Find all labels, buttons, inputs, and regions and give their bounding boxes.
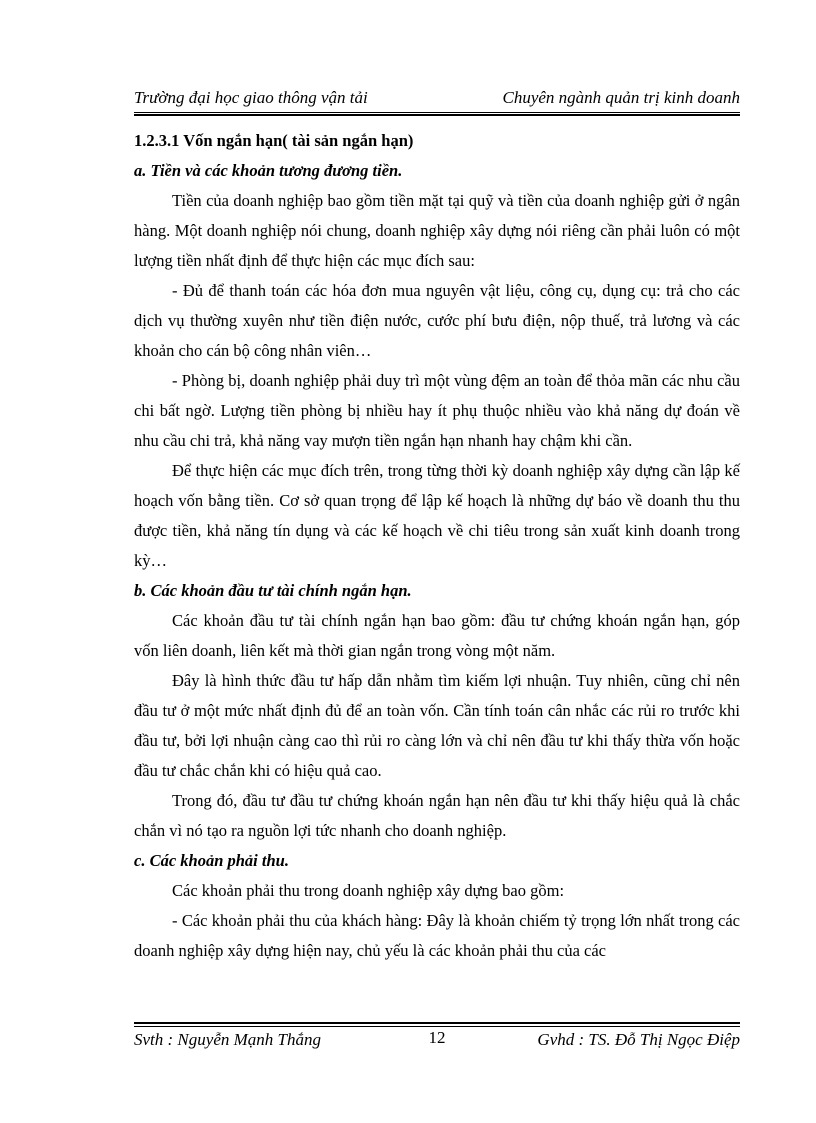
header-university: Trường đại học giao thông vận tải bbox=[134, 88, 368, 107]
heading-a: a. Tiền và các khoản tương đương tiền. bbox=[134, 161, 403, 180]
paragraph: Trong đó, đầu tư đầu tư chứng khoán ngắn hạn nên đầu tư khi thấy hiệu quả là chắc chắn vì nó tạo ra nguồn lợi tức nhanh cho doanh nghiệp. bbox=[134, 791, 740, 840]
section-title: 1.2.3.1 Vốn ngắn hạn( tài sản ngắn hạn) bbox=[134, 131, 414, 150]
paragraph: - Phòng bị, doanh nghiệp phải duy trì một vùng đệm an toàn để thỏa mãn các nhu cầu chi bất ngờ. Lượng tiền phòng bị nhiều hay ít phụ thuộc nhiều vào khả năng dự đoán về nhu cầu chi trả, khả năng vay mượn tiền ngắn hạn nhanh hay chậm khi cần. bbox=[134, 371, 740, 450]
footer-supervisor: Gvhd : TS. Đỗ Thị Ngọc Điệp bbox=[537, 1030, 740, 1049]
header-major: Chuyên ngành quản trị kinh doanh bbox=[502, 88, 740, 107]
paragraph: Để thực hiện các mục đích trên, trong từng thời kỳ doanh nghiệp xây dựng cần lập kế hoạch vốn bằng tiền. Cơ sở quan trọng để lập kế hoạch là những dự báo về doanh thu thu được tiền, khả năng tín dụng và các kế hoạch về chi tiêu trong sản xuất kinh doanh trong kỳ… bbox=[134, 461, 740, 570]
paragraph: - Các khoản phải thu của khách hàng: Đây là khoản chiếm tỷ trọng lớn nhất trong các doanh nghiệp xây dựng hiện nay, chủ yếu là các khoản phải thu của các bbox=[134, 911, 740, 960]
document-body bbox=[134, 126, 740, 966]
heading-b: b. Các khoản đầu tư tài chính ngắn hạn. bbox=[134, 581, 412, 600]
paragraph: - Đủ để thanh toán các hóa đơn mua nguyên vật liệu, công cụ, dụng cụ: trả cho các dịch vụ thường xuyên như tiền điện nước, cước phí bưu điện, nộp thuế, trả lương và các khoản cho cán bộ công nhân viên… bbox=[134, 281, 740, 360]
paragraph: Đây là hình thức đầu tư hấp dẫn nhằm tìm kiếm lợi nhuận. Tuy nhiên, cũng chỉ nên đầu tư ở một mức nhất định đủ để an toàn vốn. Cần tính toán cân nhắc các rủi ro trước khi đầu tư, bởi lợi nhuận càng cao thì rủi ro càng lớn và chỉ nên đầu tư khi thấy thừa vốn hoặc đầu tư chắc chắn khi có hiệu quả cao. bbox=[134, 671, 740, 780]
page-footer bbox=[134, 1022, 740, 1054]
footer-student: Svth : Nguyễn Mạnh Thắng bbox=[134, 1030, 321, 1049]
paragraph: Các khoản phải thu trong doanh nghiệp xây dựng bao gồm: bbox=[172, 881, 565, 900]
paragraph: Tiền của doanh nghiệp bao gồm tiền mặt tại quỹ và tiền của doanh nghiệp gửi ở ngân hàng. Một doanh nghiệp nói chung, doanh nghiệp xây dựng nói riêng cần phải luôn có một lượng tiền nhất định để thực hiện các mục đích sau: bbox=[134, 191, 740, 270]
page-header bbox=[134, 86, 740, 113]
heading-c: c. Các khoản phải thu. bbox=[134, 851, 289, 870]
paragraph: Các khoản đầu tư tài chính ngắn hạn bao gồm: đầu tư chứng khoán ngắn hạn, góp vốn liên doanh, liên kết mà thời gian ngắn trong vòng một năm. bbox=[134, 611, 740, 660]
page-number: 12 bbox=[428, 1028, 446, 1047]
